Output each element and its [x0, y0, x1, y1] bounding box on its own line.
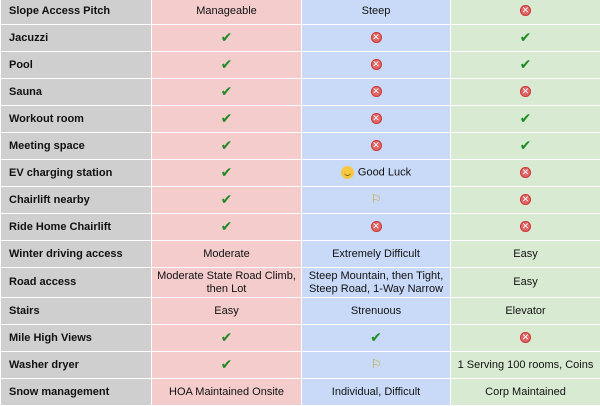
table-cell	[152, 241, 302, 268]
table-cell	[302, 241, 451, 268]
check-icon: ✔	[221, 137, 233, 153]
row-label: Ride Home Chairlift	[1, 214, 152, 241]
row-label: EV charging station	[1, 160, 152, 187]
x-circle-icon: ✕	[371, 32, 382, 43]
table-row	[1, 52, 600, 79]
row-label: Washer dryer	[1, 352, 152, 379]
row-label: Mile High Views	[1, 325, 152, 352]
cell-text: Corp Maintained	[485, 386, 566, 398]
x-circle-icon: ✕	[520, 86, 531, 97]
check-icon: ✔	[520, 137, 532, 153]
check-icon: ✔	[221, 56, 233, 72]
x-circle-icon: ✕	[371, 113, 382, 124]
table-cell	[302, 268, 451, 298]
table-row	[1, 187, 600, 214]
table-cell	[152, 25, 302, 52]
table-cell	[451, 241, 600, 268]
table-cell	[152, 79, 302, 106]
table-cell	[451, 52, 600, 79]
check-icon: ✔	[221, 191, 233, 207]
table-cell	[451, 106, 600, 133]
row-label: Slope Access Pitch	[1, 0, 152, 25]
cell-text: Good Luck	[358, 167, 411, 179]
comparison-table-body	[1, 0, 600, 406]
table-row	[1, 133, 600, 160]
cell-text: Easy	[513, 276, 537, 288]
table-row	[1, 325, 600, 352]
table-cell	[302, 325, 451, 352]
table-cell	[302, 0, 451, 25]
check-icon: ✔	[520, 56, 532, 72]
table-row	[1, 241, 600, 268]
table-cell	[302, 106, 451, 133]
row-label: Pool	[1, 52, 152, 79]
row-label: Meeting space	[1, 133, 152, 160]
table-cell	[451, 79, 600, 106]
table-cell	[302, 187, 451, 214]
cell-text: Elevator	[505, 305, 545, 317]
grimace-emoji-icon	[341, 166, 354, 179]
flag-icon: ⚐	[371, 192, 382, 206]
table-row	[1, 298, 600, 325]
check-icon: ✔	[221, 29, 233, 45]
cell-text: Steep Mountain, then Tight, Steep Road, 1-Way Narrow	[309, 270, 444, 295]
cell-text: Moderate	[203, 248, 249, 260]
table-cell	[451, 214, 600, 241]
table-cell	[451, 160, 600, 187]
row-label: Snow management	[1, 379, 152, 406]
cell-text: Moderate State Road Climb, then Lot	[157, 270, 296, 295]
check-icon: ✔	[221, 218, 233, 234]
flag-icon: ⚐	[371, 357, 382, 371]
table-row	[1, 352, 600, 379]
check-icon: ✔	[370, 329, 382, 345]
table-cell	[152, 187, 302, 214]
table-cell	[302, 79, 451, 106]
x-circle-icon: ✕	[371, 86, 382, 97]
table-row	[1, 214, 600, 241]
x-circle-icon: ✕	[520, 194, 531, 205]
table-cell	[302, 214, 451, 241]
x-circle-icon: ✕	[520, 5, 531, 16]
check-icon: ✔	[221, 83, 233, 99]
x-circle-icon: ✕	[520, 167, 531, 178]
table-cell	[302, 52, 451, 79]
cell-text: HOA Maintained Onsite	[169, 386, 284, 398]
table-cell	[152, 106, 302, 133]
table-cell	[451, 325, 600, 352]
x-circle-icon: ✕	[371, 140, 382, 151]
x-circle-icon: ✕	[371, 59, 382, 70]
check-icon: ✔	[221, 356, 233, 372]
row-label: Stairs	[1, 298, 152, 325]
table-cell	[152, 352, 302, 379]
table-cell	[152, 268, 302, 298]
table-row	[1, 268, 600, 298]
cell-text: 1 Serving 100 rooms, Coins	[458, 359, 594, 371]
cell-text: Extremely Difficult	[332, 248, 420, 260]
table-cell	[152, 133, 302, 160]
table-cell	[302, 379, 451, 406]
table-cell	[451, 25, 600, 52]
table-row	[1, 79, 600, 106]
cell-text: Strenuous	[351, 305, 401, 317]
table-row	[1, 160, 600, 187]
table-row	[1, 25, 600, 52]
x-circle-icon: ✕	[520, 221, 531, 232]
table-cell	[152, 298, 302, 325]
table-cell	[451, 187, 600, 214]
check-icon: ✔	[221, 164, 233, 180]
x-circle-icon: ✕	[371, 221, 382, 232]
table-cell	[451, 0, 600, 25]
cell-text: Manageable	[196, 5, 257, 17]
x-circle-icon: ✕	[520, 332, 531, 343]
cell-text: Easy	[214, 305, 238, 317]
table-cell	[302, 298, 451, 325]
table-cell	[152, 0, 302, 25]
row-label: Sauna	[1, 79, 152, 106]
check-icon: ✔	[520, 29, 532, 45]
table-cell	[451, 379, 600, 406]
cell-text: Easy	[513, 248, 537, 260]
check-icon: ✔	[221, 110, 233, 126]
table-cell	[302, 133, 451, 160]
row-label: Road access	[1, 268, 152, 298]
table-cell	[152, 214, 302, 241]
table-row	[1, 0, 600, 25]
table-cell	[152, 52, 302, 79]
row-label: Chairlift nearby	[1, 187, 152, 214]
table-row	[1, 106, 600, 133]
check-icon: ✔	[520, 110, 532, 126]
table-cell	[451, 298, 600, 325]
row-label: Workout room	[1, 106, 152, 133]
cell-text: Individual, Difficult	[332, 386, 420, 398]
table-cell	[302, 25, 451, 52]
check-icon: ✔	[221, 329, 233, 345]
table-cell	[451, 268, 600, 298]
table-cell	[302, 352, 451, 379]
table-cell	[152, 379, 302, 406]
table-row	[1, 379, 600, 406]
table-cell	[451, 352, 600, 379]
table-cell	[451, 133, 600, 160]
table-cell	[152, 325, 302, 352]
row-label: Winter driving access	[1, 241, 152, 268]
table-cell	[302, 160, 451, 187]
row-label: Jacuzzi	[1, 25, 152, 52]
table-cell	[152, 160, 302, 187]
cell-text: Steep	[362, 5, 391, 17]
